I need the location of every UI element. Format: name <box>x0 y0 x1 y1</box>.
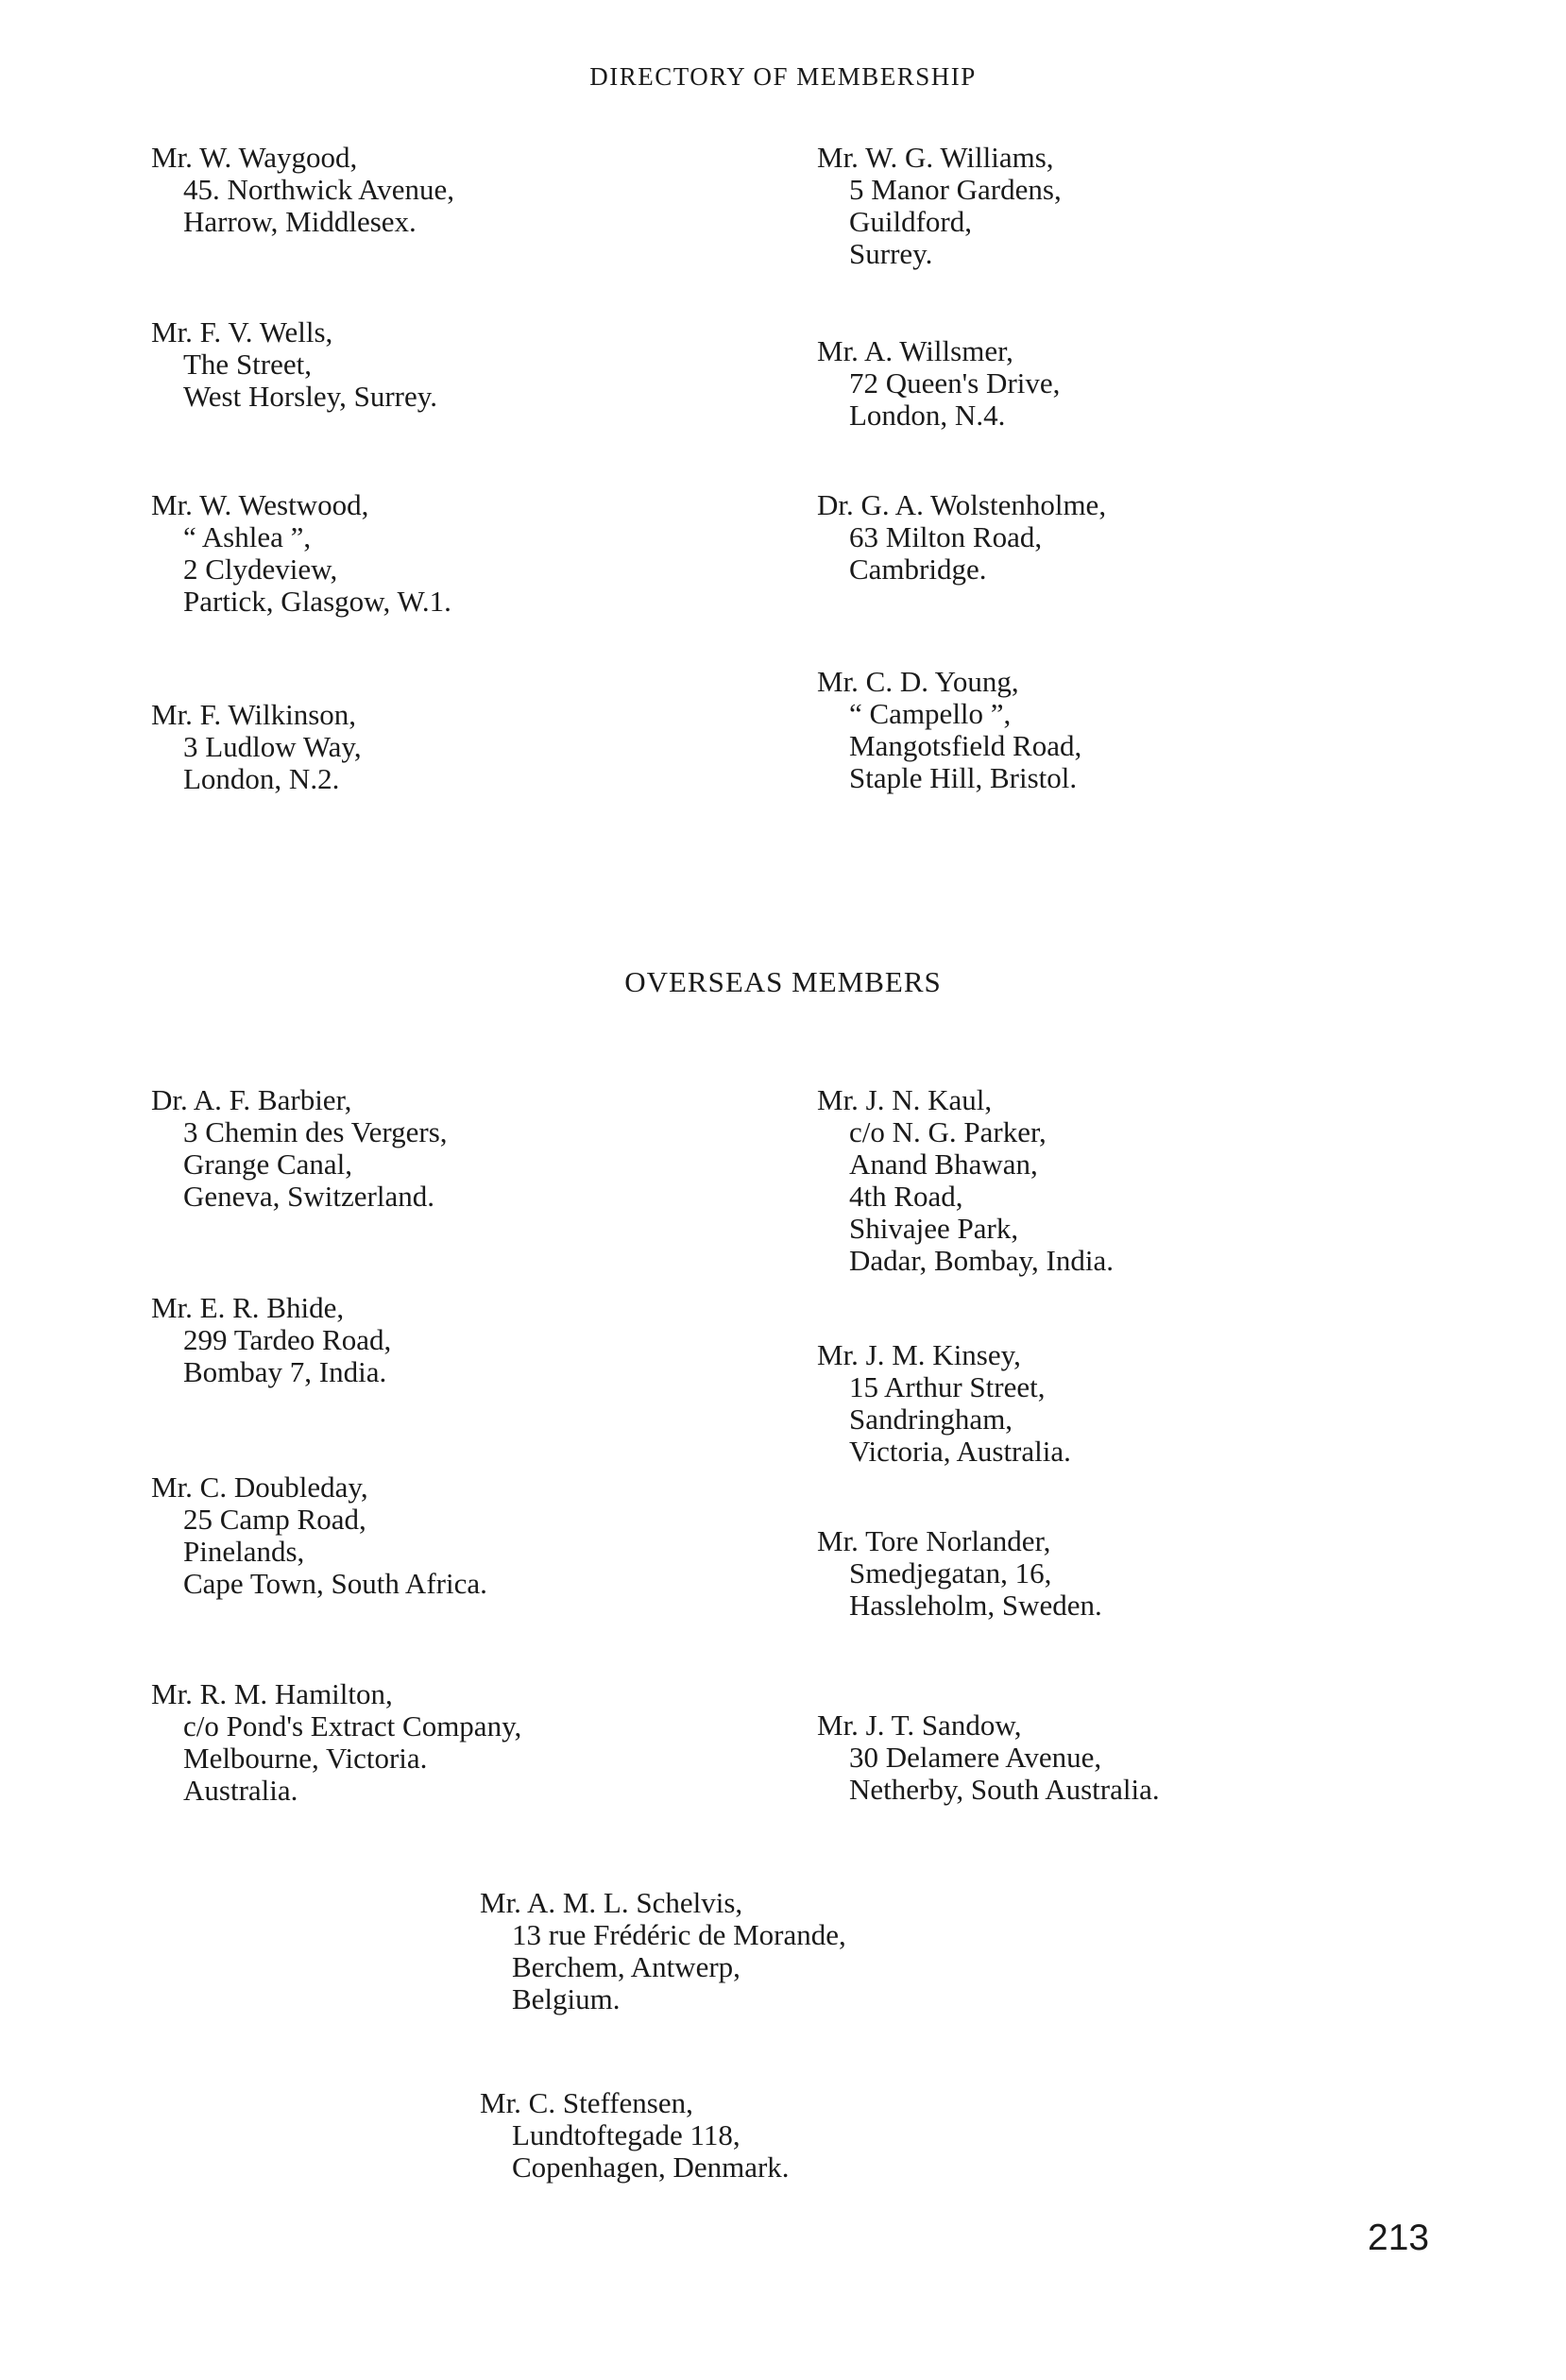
member-entry <box>151 1292 391 1388</box>
address-line: Geneva, Switzerland. <box>183 1180 434 1213</box>
address-line: Pinelands, <box>183 1535 305 1568</box>
address-line: Smedjegatan, 16, <box>849 1556 1052 1590</box>
address-line: Dadar, Bombay, India. <box>849 1244 1114 1277</box>
member-name: Mr. J. N. Kaul, <box>817 1083 993 1116</box>
address-line: London, N.4. <box>849 399 1006 432</box>
address-line: “ Campello ”, <box>849 697 1012 730</box>
address-line: 30 Delamere Avenue, <box>849 1741 1102 1774</box>
address-line: Copenhagen, Denmark. <box>512 2150 790 2184</box>
address-line: 13 rue Frédéric de Morande, <box>512 1918 846 1951</box>
member-name: Mr. W. Waygood, <box>151 141 358 174</box>
address-line: Netherby, South Australia. <box>849 1773 1160 1806</box>
address-line: Guildford, <box>849 205 973 238</box>
member-entry <box>151 699 362 795</box>
address-line: Australia. <box>183 1774 298 1807</box>
address-line: “ Ashlea ”, <box>183 520 312 553</box>
member-entry <box>817 489 1106 586</box>
member-entry <box>817 1084 1114 1277</box>
address-line: c/o Pond's Extract Company, <box>183 1709 522 1742</box>
member-name: Mr. J. T. Sandow, <box>817 1708 1022 1742</box>
member-name: Mr. E. R. Bhide, <box>151 1291 345 1324</box>
member-entry <box>817 142 1062 270</box>
address-line: 63 Milton Road, <box>849 520 1043 553</box>
address-line: The Street, <box>183 348 313 381</box>
address-line: 25 Camp Road, <box>183 1503 366 1536</box>
address-line: Staple Hill, Bristol. <box>849 761 1078 794</box>
member-name: Mr. C. Steffensen, <box>480 2086 693 2119</box>
member-name: Mr. W. Westwood, <box>151 488 369 521</box>
member-entry <box>151 316 437 413</box>
member-entry <box>151 1084 448 1213</box>
address-line: Melbourne, Victoria. <box>183 1742 428 1775</box>
member-name: Dr. A. F. Barbier, <box>151 1083 352 1116</box>
member-entry <box>151 1471 487 1600</box>
address-line: Hassleholm, Sweden. <box>849 1589 1102 1622</box>
address-line: West Horsley, Surrey. <box>183 380 437 413</box>
page-number: 213 <box>1368 2218 1430 2258</box>
address-line: Victoria, Australia. <box>849 1435 1071 1468</box>
member-name: Mr. F. Wilkinson, <box>151 698 357 731</box>
address-line: 5 Manor Gardens, <box>849 173 1062 206</box>
address-line: London, N.2. <box>183 762 340 795</box>
address-line: 3 Chemin des Vergers, <box>183 1115 448 1148</box>
address-line: 299 Tardeo Road, <box>183 1323 392 1356</box>
member-name: Mr. F. V. Wells, <box>151 315 333 348</box>
address-line: 4th Road, <box>849 1180 963 1213</box>
address-line: c/o N. G. Parker, <box>849 1115 1047 1148</box>
member-entry <box>817 1339 1071 1468</box>
member-entry <box>817 1709 1160 1806</box>
address-line: Anand Bhawan, <box>849 1148 1038 1181</box>
member-name: Mr. W. G. Williams, <box>817 141 1054 174</box>
member-entry <box>151 489 451 618</box>
member-name: Mr. C. D. Young, <box>817 665 1019 698</box>
address-line: Grange Canal, <box>183 1148 353 1181</box>
address-line: Mangotsfield Road, <box>849 729 1082 762</box>
address-line: 45. Northwick Avenue, <box>183 173 454 206</box>
member-entry <box>480 2087 790 2184</box>
address-line: 2 Clydeview, <box>183 552 338 586</box>
member-name: Dr. G. A. Wolstenholme, <box>817 488 1107 521</box>
address-line: Berchem, Antwerp, <box>512 1950 740 1983</box>
address-line: Harrow, Middlesex. <box>183 205 417 238</box>
member-name: Mr. A. Willsmer, <box>817 334 1013 367</box>
address-line: Bombay 7, India. <box>183 1355 387 1388</box>
address-line: 3 Ludlow Way, <box>183 730 362 763</box>
section-heading: OVERSEAS MEMBERS <box>624 965 942 998</box>
address-line: Surrey. <box>849 237 933 270</box>
member-entry <box>151 142 454 238</box>
address-line: 15 Arthur Street, <box>849 1370 1046 1403</box>
member-name: Mr. A. M. L. Schelvis, <box>480 1886 743 1919</box>
member-name: Mr. J. M. Kinsey, <box>817 1338 1021 1371</box>
member-entry <box>817 1525 1102 1622</box>
member-name: Mr. Tore Norlander, <box>817 1524 1051 1557</box>
member-entry <box>151 1678 521 1807</box>
member-entry <box>817 335 1060 432</box>
member-name: Mr. C. Doubleday, <box>151 1470 368 1504</box>
address-line: Sandringham, <box>849 1402 1013 1436</box>
address-line: Partick, Glasgow, W.1. <box>183 585 451 618</box>
member-name: Mr. R. M. Hamilton, <box>151 1677 393 1710</box>
address-line: Cambridge. <box>849 552 987 586</box>
member-entry <box>817 666 1081 794</box>
address-line: Shivajee Park, <box>849 1212 1019 1245</box>
running-head: DIRECTORY OF MEMBERSHIP <box>589 62 977 91</box>
address-line: Lundtoftegade 118, <box>512 2118 740 2151</box>
address-line: 72 Queen's Drive, <box>849 366 1061 400</box>
address-line: Belgium. <box>512 1982 621 2015</box>
member-entry <box>480 1887 846 2015</box>
address-line: Cape Town, South Africa. <box>183 1567 487 1600</box>
